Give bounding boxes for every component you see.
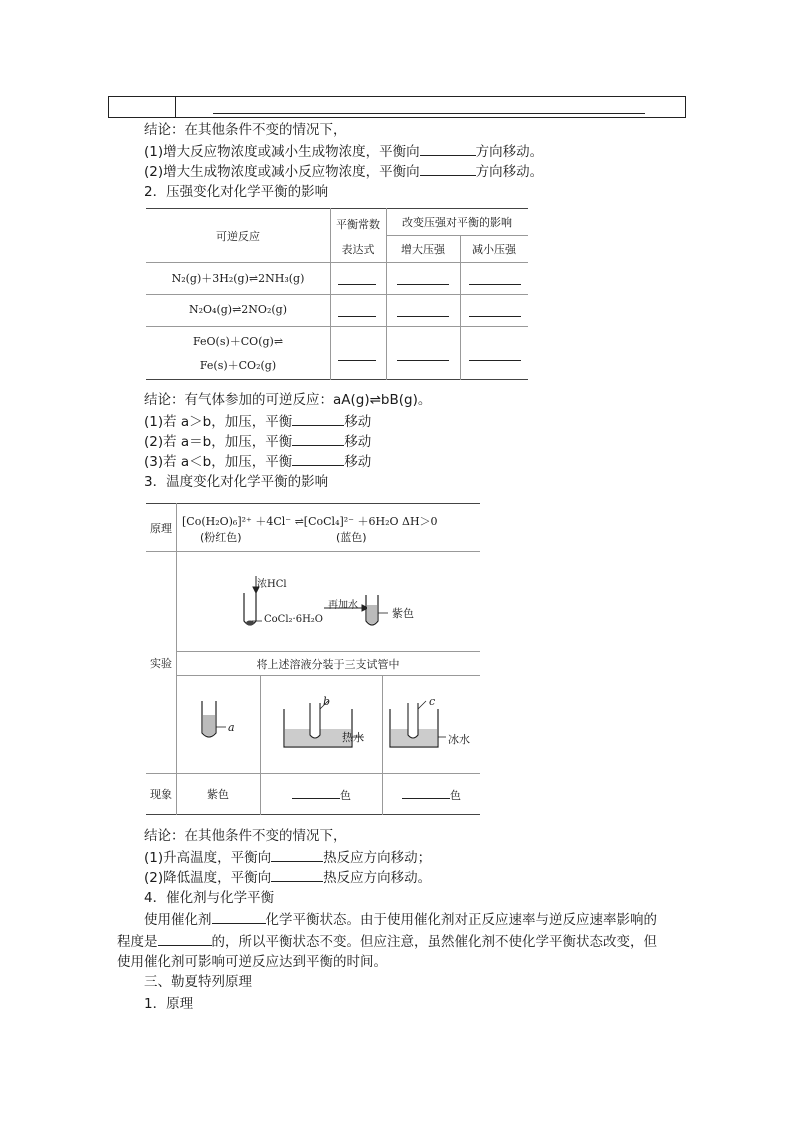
answer-blank[interactable] [212,910,266,924]
pressure-table [146,208,528,380]
test-tube-left [244,593,256,625]
section3-item2 [144,868,431,887]
header-k-line2: 表达式 [341,243,375,256]
section-three-sub1: 1．原理 [144,996,194,1012]
section4-part3: 程度是 [117,934,158,950]
phenomenon-c [402,786,461,803]
section2-title: 2．压强变化对化学平衡的影响 [144,184,329,200]
reaction-row2: N₂O₄(g)⇌2NO₂(g) [189,303,287,316]
answer-blank[interactable] [397,360,449,361]
section3-item2-post: 热反应方向移动。 [323,870,432,886]
section2-conclusion-intro: 结论：有气体参加的可逆反应：aA(g)⇌bB(g)。 [144,392,432,408]
temperature-table [146,503,480,815]
conc-hcl-label: 浓HCl [257,579,287,590]
section3-item1-pre: (1)升高温度，平衡向 [144,850,272,866]
purple-label: 紫色 [392,607,414,620]
section2-item3-post: 移动 [344,454,372,470]
reaction-row3-line2: Fe(s)＋CO₂(g) [199,359,277,372]
conclusion1-item2-pre: (2)增大生成物浓度或减小反应物浓度，平衡向 [144,164,420,180]
top-answer-box [108,96,686,118]
conclusion1-intro: 结论：在其他条件不变的情况下， [144,122,347,138]
top-box-blank [213,113,645,114]
principle-equation: [Co(H₂O)₆]²⁺ ＋4Cl⁻ ⇌[CoCl₄]²⁻ ＋6H₂O ΔH＞0 [182,515,438,528]
phenomenon-c-suffix: 色 [450,789,461,802]
answer-blank[interactable] [469,360,521,361]
section4-line3: 使用催化剂可影响可逆反应达到平衡的时间。 [117,954,387,970]
section-three-title: 三、勒夏特列原理 [144,974,252,990]
section4-line1 [144,910,657,929]
section3-title: 3．温度变化对化学平衡的影响 [144,474,329,490]
answer-blank[interactable] [402,786,450,799]
tube-a-label: a [228,721,235,734]
section4-title: 4．催化剂与化学平衡 [144,890,275,906]
conclusion1-item1-post: 方向移动。 [475,144,544,160]
section2-item2-pre: (2)若 a＝b，加压，平衡 [144,434,293,450]
answer-blank[interactable] [420,162,476,176]
header-decrease: 减小压强 [472,243,516,256]
answer-blank[interactable] [469,316,521,317]
ice-water-label: 冰水 [448,733,470,746]
section2-item2 [144,432,371,451]
reaction-row1: N₂(g)＋3H₂(g)⇌2NH₃(g) [171,272,305,285]
tube-b-label: b [323,695,331,708]
section4-part2: 化学平衡状态。由于使用催化剂对正反应速率与逆反应速率影响的 [265,912,657,928]
answer-blank[interactable] [292,786,340,799]
section2-item2-post: 移动 [344,434,372,450]
tube-c-label: c [429,695,436,708]
header-reaction: 可逆反应 [216,230,260,243]
section2-item3 [144,452,371,471]
section2-item1-post: 移动 [344,414,372,430]
answer-blank[interactable] [292,412,344,426]
header-k-line1: 平衡常数 [336,218,380,231]
section2-item1-pre: (1)若 a＞b，加压，平衡 [144,414,293,430]
answer-blank[interactable] [292,452,344,466]
answer-blank[interactable] [420,142,476,156]
principle-color1: (粉红色) [200,531,242,544]
conclusion1-item1 [144,142,543,161]
section4-part1: 使用催化剂 [144,912,212,928]
phenomenon-a: 紫色 [207,788,229,801]
split-note: 将上述溶液分装于三支试管中 [256,658,400,671]
answer-blank[interactable] [338,284,376,285]
answer-blank[interactable] [158,932,212,946]
phenomenon-b [292,786,351,803]
conclusion1-item2 [144,162,543,181]
answer-blank[interactable] [292,432,344,446]
hot-water-label: 热水 [342,731,364,744]
add-water-label: 再加水 [328,600,358,611]
label-phenomenon: 现象 [150,788,172,801]
answer-blank[interactable] [469,284,521,285]
section4-part4: 的，所以平衡状态不变。但应注意，虽然催化剂不使化学平衡状态改变，但 [211,934,657,950]
answer-blank[interactable] [271,848,323,862]
header-effect: 改变压强对平衡的影响 [402,216,512,229]
answer-blank[interactable] [338,316,376,317]
conclusion1-item2-post: 方向移动。 [475,164,544,180]
label-principle: 原理 [150,522,172,535]
beaker-ice-diagram [388,699,448,749]
principle-color2: (蓝色) [336,531,367,544]
phenomenon-b-suffix: 色 [340,789,351,802]
reaction-row3-line1: FeO(s)＋CO(g)⇌ [192,335,284,348]
section3-item1-post: 热反应方向移动； [323,850,432,866]
cocl2-label: CoCl₂·6H₂O [264,614,323,625]
section3-conclusion-intro: 结论：在其他条件不变的情况下， [144,828,347,844]
answer-blank[interactable] [271,868,323,882]
answer-blank[interactable] [338,360,376,361]
answer-blank[interactable] [397,284,449,285]
conclusion1-item1-pre: (1)增大反应物浓度或减小生成物浓度，平衡向 [144,144,420,160]
section2-item3-pre: (3)若 a＜b，加压，平衡 [144,454,293,470]
section4-line2 [117,932,657,951]
section2-item1 [144,412,371,431]
label-experiment: 实验 [150,657,172,670]
section3-item2-pre: (2)降低温度，平衡向 [144,870,272,886]
answer-blank[interactable] [397,316,449,317]
header-increase: 增大压强 [401,243,445,256]
section3-item1 [144,848,431,867]
top-box-divider [175,97,176,117]
